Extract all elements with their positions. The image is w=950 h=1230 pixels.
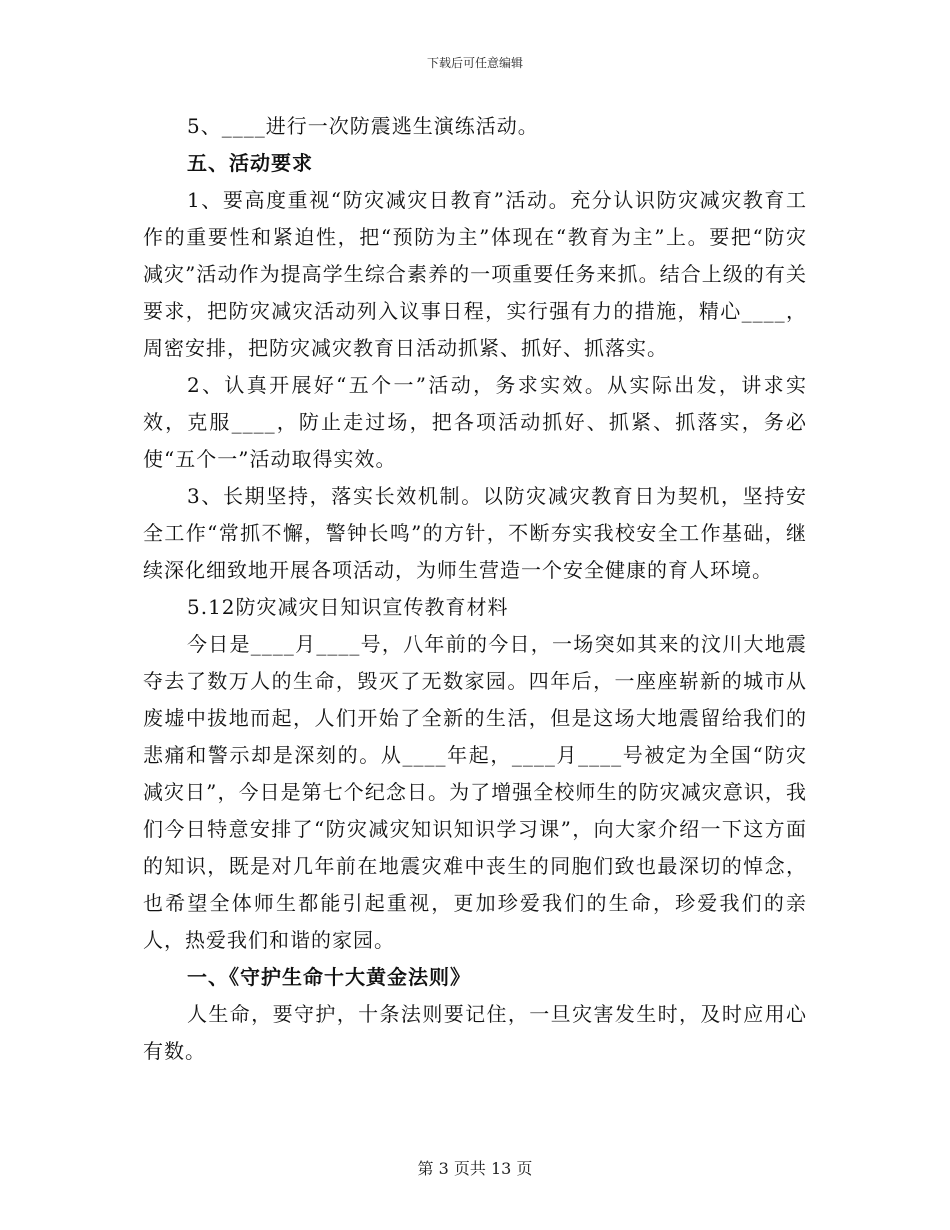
paragraph-item-5: 5、____进行一次防震逃生演练活动。 (187, 114, 539, 138)
paragraph-requirement-2: 2、认真开展好“五个一”活动，务求实效。从实际出发，讲求实效，克服____，防止走过场，把各项活动抓好、抓紧、抓落实，务必使“五个一”活动取得实效。 (143, 373, 807, 471)
section-heading-activity-requirements: 五、活动要求 (187, 151, 313, 175)
header-note: 下载后可任意编辑 (426, 56, 523, 70)
page-number-footer: 第 3 页共 13 页 (417, 1159, 533, 1178)
paragraph-requirement-1: 1、要高度重视“防灾减灾日教育”活动。充分认识防灾减灾教育工作的重要性和紧迫性，把“预防为主”体现在“教育为主”上。要把“防灾减灾”活动作为提高学生综合素养的一项重要任务来抓。结合上级的有关要求，把防灾减灾活动列入议事日程，实行强有力的措施，精心____，周密安排，把防灾减灾教育日活动抓紧、抓好、抓落实。 (143, 188, 807, 360)
paragraph-rules-intro: 人生命，要守护，十条法则要记住，一旦灾害发生时，及时应用心有数。 (143, 1002, 807, 1063)
paragraph-requirement-3: 3、长期坚持，落实长效机制。以防灾减灾教育日为契机，坚持安全工作“常抓不懈，警钟长鸣”的方针，不断夯实我校安全工作基础，继续深化细致地开展各项活动，为师生营造一个安全健康的育人环境。 (143, 484, 807, 582)
material-title: 5.12防灾减灾日知识宣传教育材料 (187, 595, 509, 619)
document-body (143, 108, 807, 1070)
section-heading-golden-rules: 一、《守护生命十大黄金法则》 (187, 965, 471, 989)
paragraph-introduction: 今日是____月____号，八年前的今日，一场突如其来的汶川大地震夺去了数万人的生命，毁灭了无数家园。四年后，一座座崭新的城市从废墟中拔地而起，人们开始了全新的生活，但是这场大地震留给我们的悲痛和警示却是深刻的。从____年起，____月____号被定为全国“防灾减灾日”，今日是第七个纪念日。为了增强全校师生的防灾减灾意识，我们今日特意安排了“防灾减灾知识知识学习课”，向大家介绍一下这方面的知识，既是对几年前在地震灾难中丧生的同胞们致也最深切的悼念，也希望全体师生都能引起重视，更加珍爱我们的生命，珍爱我们的亲人，热爱我们和谐的家园。 (143, 632, 807, 952)
